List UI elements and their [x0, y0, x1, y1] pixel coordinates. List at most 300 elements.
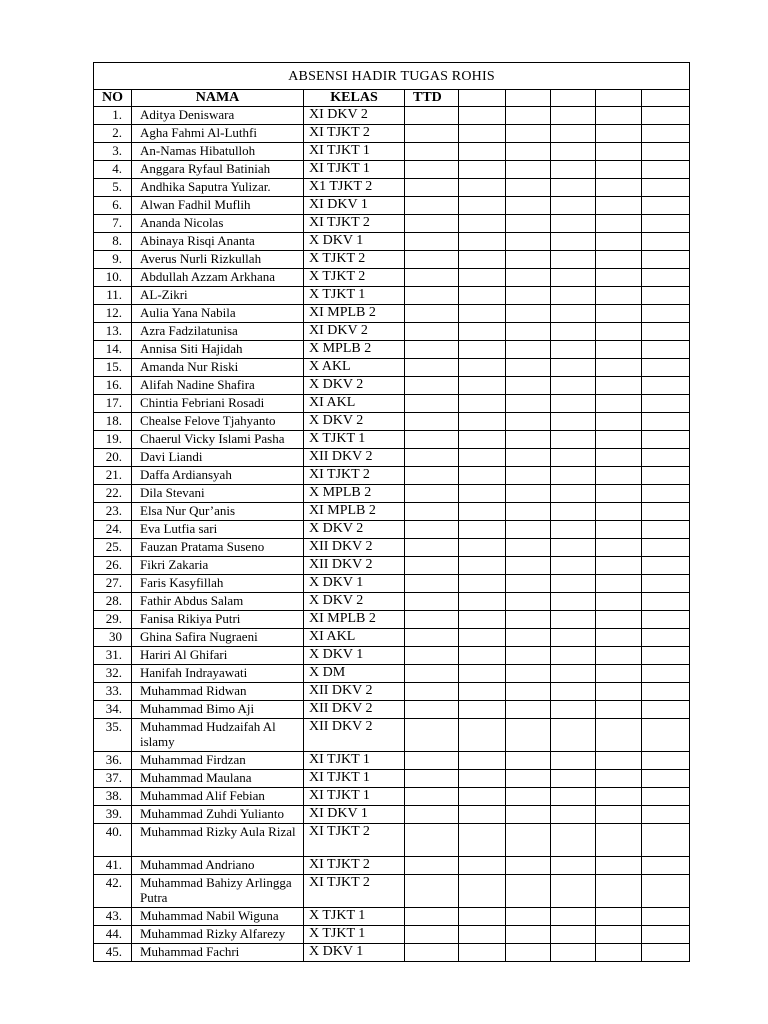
- signature-cell: [506, 875, 551, 908]
- student-class: XII DKV 2: [304, 539, 405, 557]
- signature-cell: [405, 593, 459, 611]
- signature-cell: [551, 503, 596, 521]
- student-class: XI TJKT 1: [304, 161, 405, 179]
- signature-cell: [459, 788, 506, 806]
- signature-cell: [506, 908, 551, 926]
- signature-cell: [596, 683, 642, 701]
- signature-cell: [596, 467, 642, 485]
- signature-cell: [596, 359, 642, 377]
- signature-cell: [405, 683, 459, 701]
- table-row: [94, 875, 690, 908]
- table-row: [94, 305, 690, 323]
- student-name: Abdullah Azzam Arkhana: [132, 269, 304, 287]
- student-name: Muhammad Rizky Alfarezy: [132, 926, 304, 944]
- signature-cell: [506, 857, 551, 875]
- signature-cell: [459, 752, 506, 770]
- signature-cell: [405, 269, 459, 287]
- signature-cell: [506, 788, 551, 806]
- row-number: 3.: [94, 143, 132, 161]
- signature-cell: [642, 341, 690, 359]
- student-name: Annisa Siti Hajidah: [132, 341, 304, 359]
- signature-cell: [459, 233, 506, 251]
- header-row: [94, 90, 690, 107]
- student-name: Amanda Nur Riski: [132, 359, 304, 377]
- signature-cell: [551, 215, 596, 233]
- signature-cell: [459, 701, 506, 719]
- signature-cell: [551, 908, 596, 926]
- signature-cell: [642, 521, 690, 539]
- signature-cell: [459, 197, 506, 215]
- signature-cell: [405, 557, 459, 575]
- signature-cell: [642, 377, 690, 395]
- student-class: XI TJKT 2: [304, 857, 405, 875]
- signature-cell: [551, 305, 596, 323]
- table-row: [94, 269, 690, 287]
- signature-cell: [551, 197, 596, 215]
- row-number: 8.: [94, 233, 132, 251]
- signature-cell: [596, 752, 642, 770]
- row-number: 12.: [94, 305, 132, 323]
- student-class: XI AKL: [304, 395, 405, 413]
- signature-cell: [551, 683, 596, 701]
- row-number: 17.: [94, 395, 132, 413]
- table-row: [94, 125, 690, 143]
- student-name: Muhammad Rizky Aula Rizal: [132, 824, 304, 857]
- signature-cell: [459, 719, 506, 752]
- signature-cell: [459, 125, 506, 143]
- student-class: XI MPLB 2: [304, 611, 405, 629]
- signature-cell: [405, 467, 459, 485]
- signature-cell: [551, 125, 596, 143]
- signature-cell: [551, 857, 596, 875]
- table-row: [94, 161, 690, 179]
- student-name: Abinaya Risqi Ananta: [132, 233, 304, 251]
- signature-cell: [551, 395, 596, 413]
- table-row: [94, 467, 690, 485]
- student-class: X TJKT 1: [304, 431, 405, 449]
- signature-cell: [551, 269, 596, 287]
- student-class: XII DKV 2: [304, 449, 405, 467]
- table-row: [94, 539, 690, 557]
- signature-cell: [506, 701, 551, 719]
- table-row: [94, 449, 690, 467]
- signature-cell: [596, 269, 642, 287]
- signature-cell: [459, 521, 506, 539]
- signature-cell: [596, 233, 642, 251]
- signature-cell: [459, 467, 506, 485]
- signature-cell: [506, 413, 551, 431]
- student-name: Muhammad Maulana: [132, 770, 304, 788]
- signature-cell: [642, 593, 690, 611]
- signature-cell: [551, 287, 596, 305]
- signature-cell: [405, 305, 459, 323]
- signature-cell: [506, 143, 551, 161]
- signature-cell: [405, 251, 459, 269]
- signature-cell: [405, 575, 459, 593]
- signature-cell: [506, 719, 551, 752]
- signature-cell: [596, 485, 642, 503]
- row-number: 16.: [94, 377, 132, 395]
- table-row: [94, 413, 690, 431]
- table-row: [94, 752, 690, 770]
- attendance-sheet: [93, 62, 689, 962]
- signature-cell: [642, 125, 690, 143]
- student-class: X DKV 2: [304, 521, 405, 539]
- signature-cell: [596, 539, 642, 557]
- student-name: Faris Kasyfillah: [132, 575, 304, 593]
- signature-cell: [506, 665, 551, 683]
- signature-cell: [459, 665, 506, 683]
- signature-cell: [551, 449, 596, 467]
- signature-cell: [506, 503, 551, 521]
- signature-cell: [596, 806, 642, 824]
- signature-cell: [551, 875, 596, 908]
- student-class: X DKV 1: [304, 233, 405, 251]
- signature-cell: [551, 824, 596, 857]
- signature-cell: [642, 287, 690, 305]
- row-number: 19.: [94, 431, 132, 449]
- student-class: XI TJKT 1: [304, 770, 405, 788]
- student-class: X DKV 1: [304, 944, 405, 962]
- signature-cell: [459, 143, 506, 161]
- signature-cell: [596, 503, 642, 521]
- student-name: Fanisa Rikiya Putri: [132, 611, 304, 629]
- student-name: Alwan Fadhil Muflih: [132, 197, 304, 215]
- signature-cell: [405, 179, 459, 197]
- row-number: 29.: [94, 611, 132, 629]
- signature-cell: [642, 359, 690, 377]
- signature-cell: [642, 908, 690, 926]
- student-class: X1 TJKT 2: [304, 179, 405, 197]
- table-row: [94, 857, 690, 875]
- student-class: XI DKV 2: [304, 323, 405, 341]
- row-number: 38.: [94, 788, 132, 806]
- header-nama: NAMA: [132, 90, 304, 107]
- signature-cell: [551, 539, 596, 557]
- table-row: [94, 287, 690, 305]
- student-class: XII DKV 2: [304, 701, 405, 719]
- signature-cell: [459, 341, 506, 359]
- signature-cell: [551, 557, 596, 575]
- signature-cell: [459, 431, 506, 449]
- signature-cell: [551, 251, 596, 269]
- table-row: [94, 521, 690, 539]
- signature-cell: [405, 944, 459, 962]
- student-class: X DKV 2: [304, 377, 405, 395]
- signature-cell: [506, 770, 551, 788]
- signature-cell: [596, 377, 642, 395]
- student-name: Agha Fahmi Al-Luthfi: [132, 125, 304, 143]
- student-name: Ghina Safira Nugraeni: [132, 629, 304, 647]
- signature-cell: [506, 647, 551, 665]
- signature-cell: [642, 647, 690, 665]
- signature-cell: [596, 593, 642, 611]
- student-class: X TJKT 2: [304, 251, 405, 269]
- row-number: 42.: [94, 875, 132, 908]
- signature-cell: [405, 926, 459, 944]
- signature-cell: [642, 557, 690, 575]
- student-name: Muhammad Nabil Wiguna: [132, 908, 304, 926]
- student-name: An-Namas Hibatulloh: [132, 143, 304, 161]
- signature-cell: [405, 323, 459, 341]
- signature-cell: [596, 665, 642, 683]
- table-row: [94, 593, 690, 611]
- signature-cell: [596, 629, 642, 647]
- signature-cell: [459, 413, 506, 431]
- student-name: Muhammad Hudzaifah Al islamy: [132, 719, 304, 752]
- student-class: XII DKV 2: [304, 719, 405, 752]
- signature-cell: [405, 125, 459, 143]
- student-name: Muhammad Zuhdi Yulianto: [132, 806, 304, 824]
- signature-cell: [405, 449, 459, 467]
- signature-cell: [405, 806, 459, 824]
- signature-cell: [506, 575, 551, 593]
- signature-cell: [551, 521, 596, 539]
- student-class: X TJKT 1: [304, 908, 405, 926]
- student-name: Muhammad Ridwan: [132, 683, 304, 701]
- signature-cell: [642, 539, 690, 557]
- signature-cell: [642, 143, 690, 161]
- signature-cell: [551, 233, 596, 251]
- row-number: 35.: [94, 719, 132, 752]
- student-class: X DM: [304, 665, 405, 683]
- student-class: XI MPLB 2: [304, 305, 405, 323]
- signature-cell: [551, 647, 596, 665]
- signature-cell: [459, 377, 506, 395]
- signature-cell: [459, 107, 506, 125]
- signature-cell: [459, 503, 506, 521]
- row-number: 32.: [94, 665, 132, 683]
- student-name: Averus Nurli Rizkullah: [132, 251, 304, 269]
- student-name: Azra Fadzilatunisa: [132, 323, 304, 341]
- table-row: [94, 806, 690, 824]
- signature-cell: [551, 377, 596, 395]
- student-name: Chaerul Vicky Islami Pasha: [132, 431, 304, 449]
- signature-cell: [506, 287, 551, 305]
- signature-cell: [642, 215, 690, 233]
- header-signature-slot: [596, 90, 642, 107]
- signature-cell: [642, 683, 690, 701]
- signature-cell: [551, 770, 596, 788]
- signature-cell: [596, 431, 642, 449]
- student-class: XI TJKT 2: [304, 824, 405, 857]
- signature-cell: [506, 215, 551, 233]
- signature-cell: [405, 539, 459, 557]
- signature-cell: [405, 875, 459, 908]
- row-number: 2.: [94, 125, 132, 143]
- signature-cell: [551, 752, 596, 770]
- table-row: [94, 197, 690, 215]
- student-name: Hanifah Indrayawati: [132, 665, 304, 683]
- student-name: Hariri Al Ghifari: [132, 647, 304, 665]
- signature-cell: [642, 944, 690, 962]
- signature-cell: [596, 341, 642, 359]
- signature-cell: [596, 824, 642, 857]
- signature-cell: [642, 503, 690, 521]
- row-number: 22.: [94, 485, 132, 503]
- signature-cell: [596, 179, 642, 197]
- signature-cell: [596, 107, 642, 125]
- signature-cell: [506, 305, 551, 323]
- student-class: XI TJKT 2: [304, 125, 405, 143]
- signature-cell: [596, 857, 642, 875]
- signature-cell: [551, 467, 596, 485]
- table-row: [94, 143, 690, 161]
- signature-cell: [642, 629, 690, 647]
- signature-cell: [506, 539, 551, 557]
- student-name: Anggara Ryfaul Batiniah: [132, 161, 304, 179]
- student-class: X TJKT 1: [304, 287, 405, 305]
- row-number: 23.: [94, 503, 132, 521]
- student-class: X TJKT 2: [304, 269, 405, 287]
- student-class: X TJKT 1: [304, 926, 405, 944]
- student-class: XI TJKT 2: [304, 215, 405, 233]
- row-number: 37.: [94, 770, 132, 788]
- signature-cell: [551, 665, 596, 683]
- header-ttd: TTD: [405, 90, 459, 107]
- signature-cell: [459, 944, 506, 962]
- signature-cell: [596, 125, 642, 143]
- student-name: Dila Stevani: [132, 485, 304, 503]
- signature-cell: [551, 143, 596, 161]
- signature-cell: [506, 395, 551, 413]
- signature-cell: [506, 359, 551, 377]
- student-class: XI DKV 1: [304, 197, 405, 215]
- student-class: XI DKV 2: [304, 107, 405, 125]
- student-class: XI TJKT 1: [304, 752, 405, 770]
- student-name: Chintia Febriani Rosadi: [132, 395, 304, 413]
- signature-cell: [405, 611, 459, 629]
- signature-cell: [596, 143, 642, 161]
- student-class: XII DKV 2: [304, 557, 405, 575]
- row-number: 6.: [94, 197, 132, 215]
- signature-cell: [551, 431, 596, 449]
- signature-cell: [551, 926, 596, 944]
- table-row: [94, 788, 690, 806]
- signature-cell: [459, 251, 506, 269]
- sheet-title: ABSENSI HADIR TUGAS ROHIS: [94, 63, 690, 90]
- student-class: X DKV 2: [304, 413, 405, 431]
- signature-cell: [459, 215, 506, 233]
- signature-cell: [596, 575, 642, 593]
- signature-cell: [459, 926, 506, 944]
- signature-cell: [459, 770, 506, 788]
- signature-cell: [405, 719, 459, 752]
- signature-cell: [459, 611, 506, 629]
- signature-cell: [405, 788, 459, 806]
- signature-cell: [506, 752, 551, 770]
- signature-cell: [642, 161, 690, 179]
- signature-cell: [405, 233, 459, 251]
- signature-cell: [506, 824, 551, 857]
- signature-cell: [642, 752, 690, 770]
- signature-cell: [642, 251, 690, 269]
- signature-cell: [459, 305, 506, 323]
- signature-cell: [551, 788, 596, 806]
- signature-cell: [596, 701, 642, 719]
- student-class: X DKV 1: [304, 575, 405, 593]
- signature-cell: [459, 575, 506, 593]
- signature-cell: [642, 875, 690, 908]
- signature-cell: [596, 323, 642, 341]
- table-row: [94, 233, 690, 251]
- student-name: Muhammad Bahizy Arlingga Putra: [132, 875, 304, 908]
- signature-cell: [551, 611, 596, 629]
- signature-cell: [551, 701, 596, 719]
- signature-cell: [405, 161, 459, 179]
- signature-cell: [551, 161, 596, 179]
- signature-cell: [596, 944, 642, 962]
- student-name: Alifah Nadine Shafira: [132, 377, 304, 395]
- signature-cell: [405, 770, 459, 788]
- row-number: 39.: [94, 806, 132, 824]
- table-row: [94, 611, 690, 629]
- signature-cell: [405, 647, 459, 665]
- student-name: Muhammad Andriano: [132, 857, 304, 875]
- signature-cell: [551, 341, 596, 359]
- row-number: 1.: [94, 107, 132, 125]
- table-row: [94, 944, 690, 962]
- signature-cell: [642, 665, 690, 683]
- signature-cell: [459, 323, 506, 341]
- table-row: [94, 485, 690, 503]
- table-row: [94, 701, 690, 719]
- signature-cell: [642, 485, 690, 503]
- signature-cell: [506, 251, 551, 269]
- signature-cell: [596, 770, 642, 788]
- row-number: 9.: [94, 251, 132, 269]
- row-number: 40.: [94, 824, 132, 857]
- signature-cell: [506, 431, 551, 449]
- header-no: NO: [94, 90, 132, 107]
- student-name: Muhammad Bimo Aji: [132, 701, 304, 719]
- signature-cell: [551, 323, 596, 341]
- signature-cell: [459, 179, 506, 197]
- signature-cell: [405, 824, 459, 857]
- row-number: 28.: [94, 593, 132, 611]
- signature-cell: [551, 944, 596, 962]
- signature-cell: [405, 431, 459, 449]
- signature-cell: [506, 341, 551, 359]
- table-row: [94, 341, 690, 359]
- student-class: XI MPLB 2: [304, 503, 405, 521]
- row-number: 31.: [94, 647, 132, 665]
- signature-cell: [596, 449, 642, 467]
- student-class: XI DKV 1: [304, 806, 405, 824]
- student-class: X MPLB 2: [304, 341, 405, 359]
- signature-cell: [506, 683, 551, 701]
- student-name: Aulia Yana Nabila: [132, 305, 304, 323]
- signature-cell: [506, 467, 551, 485]
- student-name: Davi Liandi: [132, 449, 304, 467]
- signature-cell: [642, 395, 690, 413]
- table-row: [94, 395, 690, 413]
- student-class: XI TJKT 2: [304, 875, 405, 908]
- signature-cell: [596, 197, 642, 215]
- student-name: Aditya Deniswara: [132, 107, 304, 125]
- signature-cell: [596, 413, 642, 431]
- header-kelas: KELAS: [304, 90, 405, 107]
- table-row: [94, 665, 690, 683]
- row-number: 43.: [94, 908, 132, 926]
- table-row: [94, 215, 690, 233]
- signature-cell: [405, 107, 459, 125]
- signature-cell: [405, 341, 459, 359]
- table-row: [94, 770, 690, 788]
- row-number: 25.: [94, 539, 132, 557]
- table-row: [94, 107, 690, 125]
- student-class: X MPLB 2: [304, 485, 405, 503]
